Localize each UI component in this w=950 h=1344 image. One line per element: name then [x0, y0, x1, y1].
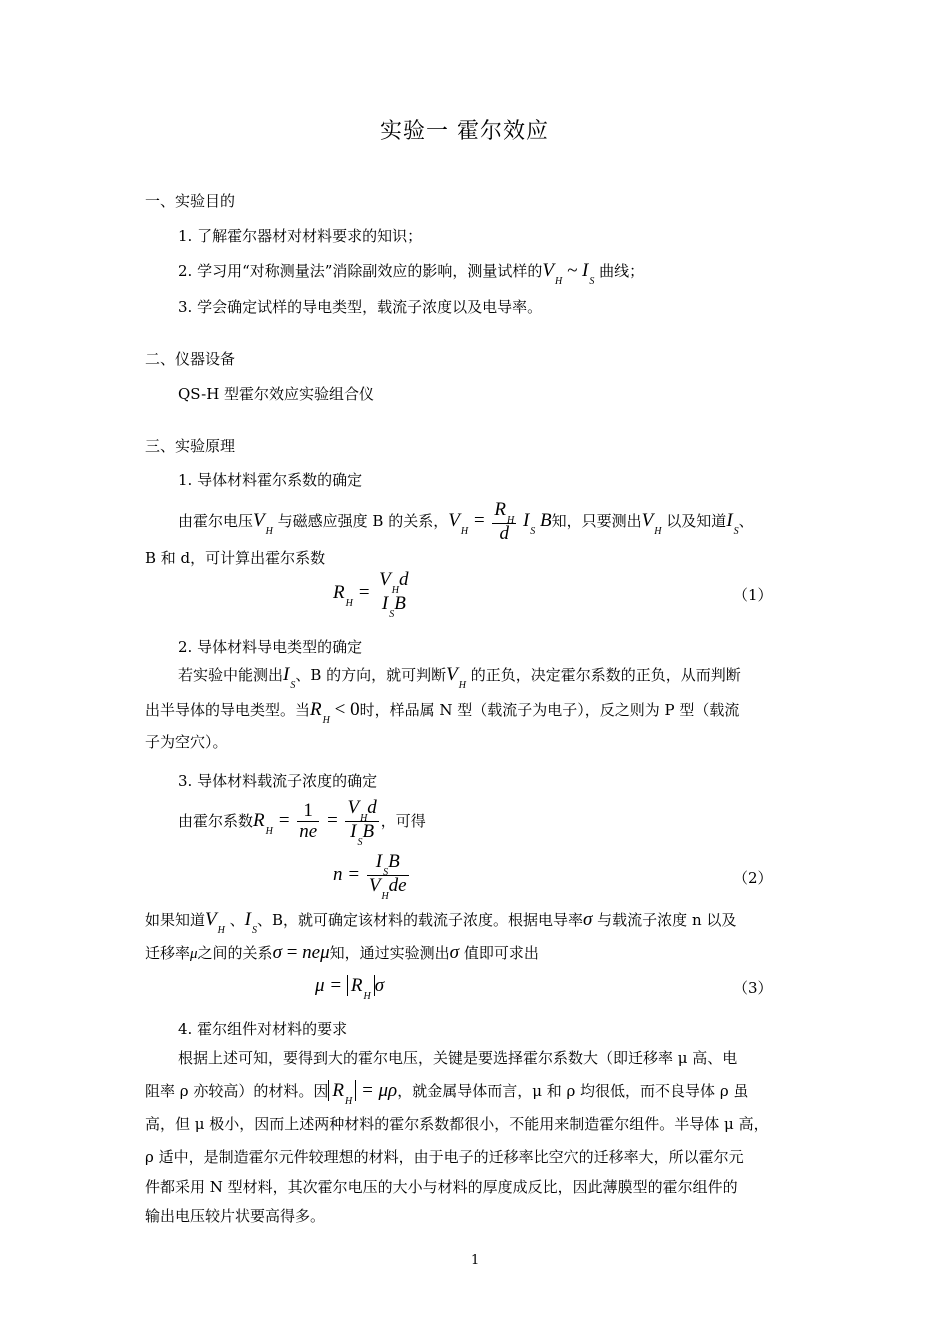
material-paragraph-line-6: 输出电压较片状要高得多。	[145, 1207, 326, 1225]
material-paragraph-line-2: 阻率 ρ 亦较高）的材料。因 $R_H = \mu\rho$，就金属导体而言，μ 和 ρ 均很低，而不良导体 ρ 虽	[145, 1080, 749, 1107]
objective-item-1: 1. 了解霍尔器材对材料要求的知识；	[178, 227, 423, 245]
page-number: 1	[471, 1253, 480, 1268]
subsection-heading-2: 2. 导体材料导电类型的确定	[178, 638, 363, 656]
paragraph-conduction-type-1: 若实验中能测出$I_S$、B 的方向，就可判断$V_H$ 的正负，决定霍尔系数的正负，从而判断	[178, 664, 741, 691]
formula-vh-relation: $V_H$ = $\frac{R_H}{d}$ $I_S$ B	[448, 498, 552, 544]
page-title: 实验一 霍尔效应	[380, 119, 549, 144]
section-heading-objectives: 一、实验目的	[145, 192, 236, 210]
paragraph-conductivity-2: 迁移率μ之间的关系σ = neμ知，通过实验测出σ 值即可求出	[145, 942, 539, 963]
formula-vh-is: $V_H$ ~ $I_S$	[542, 260, 595, 287]
subsection-heading-3: 3. 导体材料载流子浓度的确定	[178, 772, 378, 790]
equipment-name: QS-H 型霍尔效应实验组合仪	[178, 385, 375, 403]
formula-sigma: σ = neμ	[272, 942, 330, 963]
paragraph-conductivity-1: 如果知道$V_H$ 、$I_S$、B，就可确定该材料的载流子浓度。根据电导率σ 与载流子浓度 n 以及	[145, 909, 737, 936]
objective-item-2: 2. 学习用“对称测量法”消除副效应的影响，测量试样的$V_H$ ~ $I_S$ 曲线；	[178, 260, 645, 287]
material-paragraph-line-3: 高，但 μ 极小，因而上述两种材料的霍尔系数都很小，不能用来制造霍尔组件。半导体 μ 高，	[145, 1115, 769, 1133]
paragraph-carrier-concentration: 由霍尔系数$R_H$ = $\frac{1}{ne}$ = $\frac{V_Hd}{I_SB}$ ，可得	[178, 797, 426, 848]
paragraph-conduction-type-3: 子为空穴）。	[145, 733, 228, 751]
section-heading-equipment: 二、仪器设备	[145, 350, 236, 368]
formula-rh-negative: $R_H < 0$	[310, 699, 360, 726]
subsection-heading-1: 1. 导体材料霍尔系数的确定	[178, 471, 363, 489]
equation-1-number: （1）	[733, 586, 773, 604]
material-paragraph-line-1: 根据上述可知，要得到大的霍尔电压，关键是要选择霍尔系数大（即迁移率 μ 高、电	[178, 1049, 738, 1067]
equation-2-number: （2）	[733, 869, 773, 887]
paragraph-hall-coefficient: B 和 d，可计算出霍尔系数	[145, 549, 326, 567]
equation-3-number: （3）	[733, 979, 773, 997]
equation-1: $R_H$ = $V_Hd$ $I_SB$	[333, 569, 409, 620]
paragraph-conduction-type-2: 出半导体的导电类型。当$R_H < 0$时，样品属 N 型（载流子为电子），反之则为 P 型（载流	[145, 699, 740, 726]
material-paragraph-line-4: ρ 适中，是制造霍尔元件较理想的材料，由于电子的迁移率比空穴的迁移率大，所以霍尔元	[145, 1148, 744, 1166]
section-heading-principle: 三、实验原理	[145, 437, 236, 455]
subsection-heading-4: 4. 霍尔组件对材料的要求	[178, 1020, 348, 1038]
material-paragraph-line-5: 件都采用 N 型材料，其次霍尔电压的大小与材料的厚度成反比，因此薄膜型的霍尔组件的	[145, 1178, 738, 1196]
paragraph-hall-voltage: 由霍尔电压$V_H$ 与磁感应强度 B 的关系，$V_H$ = $\frac{R_H}{d}$ $I_S$ B知，只要测出$V_H$ 以及知道$I_S$、	[178, 498, 754, 544]
formula-vh: $V_H$	[253, 510, 273, 537]
formula-rh-definition: $R_H$ = $\frac{1}{ne}$ = $\frac{V_Hd}{I_SB}$	[253, 797, 377, 848]
formula-rh-mu-rho: $R_H = \mu\rho$	[328, 1080, 397, 1101]
equation-2: n = $\frac{I_SB}{V_Hde}$	[333, 851, 407, 902]
objective-item-3: 3. 学会确定试样的导电类型，载流子浓度以及电导率。	[178, 298, 543, 316]
equation-3: $\mu = R_H\sigma$	[315, 975, 385, 1002]
